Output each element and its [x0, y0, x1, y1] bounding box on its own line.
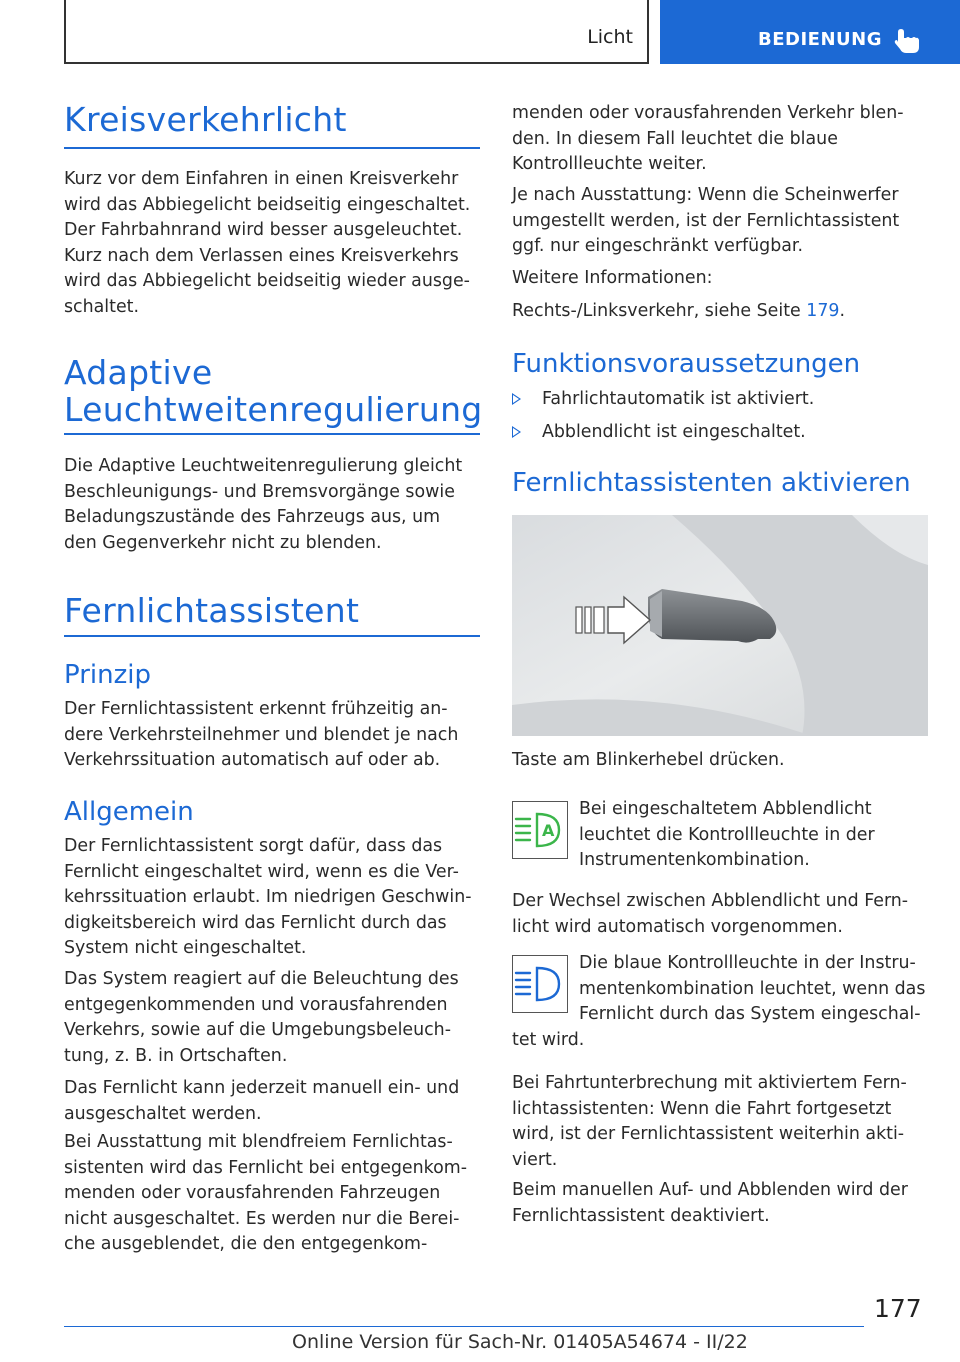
text-line: lichtassistenten: Wenn die Fahrt fortgesetzt: [512, 1098, 892, 1119]
text-line: mentenkombination leuchtet, wenn das: [579, 978, 926, 999]
paragraph-prinzip: [64, 697, 458, 774]
header-section-box: [64, 0, 649, 64]
text-line: Der Fernlichtassistent sorgt dafür, dass das: [64, 836, 443, 856]
heading-fernlichtassistent: Fernlichtassistent: [64, 591, 360, 630]
footer-rule: [64, 1326, 864, 1327]
text-line: entgegenkommenden und vorausfahrenden: [64, 994, 448, 1015]
text-line: menden oder vorausfahrenden Fahrzeugen: [64, 1183, 441, 1204]
text-line: digkeitsbereich wird das Fernlicht durch das: [64, 912, 447, 933]
text-line: wird, ist der Fernlichtassistent weiterhin akti-: [512, 1124, 905, 1145]
text-line: Das System reagiert auf die Beleuchtung des: [64, 969, 459, 989]
heading-rule: [64, 635, 480, 637]
text-line: wird das Abbiegelicht beidseitig eingeschaltet.: [64, 194, 471, 215]
text-line: Kurz vor dem Einfahren in einen Kreisverkehr: [64, 169, 459, 189]
turn-signal-lever-photo: [512, 515, 928, 736]
list-item-text: Fahrlichtautomatik ist aktiviert.: [542, 389, 815, 409]
paragraph-ausstattung: [512, 183, 899, 260]
text-line: wird das Abbiegelicht beidseitig wieder ausge-: [64, 271, 470, 292]
text-line: Beim manuellen Auf- und Abblenden wird der: [512, 1180, 908, 1200]
text-line: Fernlichtassistent deaktiviert.: [512, 1205, 770, 1226]
text-line: Kontrollleuchte weiter.: [512, 154, 707, 175]
page-link-179[interactable]: 179: [806, 301, 840, 321]
paragraph-manuell: [512, 1178, 908, 1229]
heading-line: Adaptive: [64, 353, 213, 392]
high-beam-assistant-green-icon: [512, 801, 568, 859]
text-line: nicht ausgeschaltet. Es werden nur die Berei-: [64, 1208, 460, 1229]
text-line: Die Adaptive Leuchtweitenregulierung gleicht: [64, 456, 463, 476]
text-span: .: [839, 301, 845, 321]
text-line: Fernlicht durch das System eingeschal-: [579, 1004, 921, 1025]
text-line: ausgeschaltet werden.: [64, 1103, 262, 1124]
header-section-title: Licht: [587, 26, 633, 48]
footer-online-version: Online Version für Sach-Nr. 01405A54674 - II/22: [292, 1331, 748, 1353]
photo-caption: Taste am Blinkerhebel drücken.: [512, 750, 785, 770]
text-line: Der Fernlichtassistent erkennt frühzeitig an-: [64, 699, 448, 719]
text-line: Der Fahrbahnrand wird besser ausgeleuchtet.: [64, 220, 463, 241]
text-line: Beladungszustände des Fahrzeugs aus, um: [64, 507, 441, 528]
text-line: Beschleunigungs- und Bremsvorgänge sowie: [64, 481, 455, 502]
heading-rule: [64, 433, 480, 435]
text-line: den Gegenverkehr nicht zu blenden.: [64, 532, 382, 553]
heading-prinzip: Prinzip: [64, 660, 151, 690]
text-line: Bei Fahrtunterbrechung mit aktiviertem Fern-: [512, 1073, 907, 1093]
paragraph-rechts-links: [512, 299, 845, 325]
paragraph-fahrtunterbrechung: [512, 1071, 907, 1173]
text-line: den. In diesem Fall leuchtet die blaue: [512, 128, 838, 149]
text-line: umgestellt werden, ist der Fernlichtassistent: [512, 210, 900, 231]
paragraph-allgemein-1: [64, 834, 472, 962]
page-number: 177: [874, 1294, 922, 1323]
text-line: kehrssituation erlaubt. Im niedrigen Geschwin-: [64, 887, 472, 908]
heading-rule: [64, 147, 480, 149]
paragraph-allgemein-3: [64, 1076, 459, 1127]
svg-text:A: A: [542, 821, 555, 840]
text-line: System nicht eingeschaltet.: [64, 938, 307, 959]
paragraph-allgemein-4: [64, 1130, 467, 1258]
text-line: Instrumentenkombination.: [579, 850, 810, 871]
bullet-triangle-icon: [512, 393, 521, 405]
paragraph-adaptive: [64, 454, 462, 556]
text-line: Bei eingeschaltetem Abblendlicht: [579, 799, 872, 819]
list-item-text: Abblendlicht ist eingeschaltet.: [542, 422, 806, 442]
text-line: Das Fernlicht kann jederzeit manuell ein- und: [64, 1078, 460, 1098]
heading-line: Leuchtweitenregulierung: [64, 390, 483, 429]
paragraph-wechsel: [512, 889, 908, 940]
paragraph-kreisverkehrlicht: [64, 167, 470, 321]
text-line: Fernlicht eingeschaltet wird, wenn es die Ver-: [64, 861, 459, 882]
text-line: Der Wechsel zwischen Abblendlicht und Fern-: [512, 891, 909, 911]
text-line: sistenten wird das Fernlicht bei entgegenkom-: [64, 1157, 467, 1178]
text-line: schaltet.: [64, 296, 139, 317]
text-line: leuchtet die Kontrollleuchte in der: [579, 824, 875, 845]
high-beam-blue-icon: [512, 955, 568, 1013]
heading-allgemein: Allgemein: [64, 797, 194, 827]
text-line: ggf. nur eingeschränkt verfügbar.: [512, 236, 803, 257]
text-line: licht wird automatisch vorgenommen.: [512, 916, 843, 937]
indicator-1-description: [579, 797, 875, 874]
text-line: che ausgeblendet, die den entgegenkom-: [64, 1234, 428, 1255]
text-line: viert.: [512, 1149, 558, 1170]
text-span: Rechts-/Linksverkehr, siehe Seite: [512, 301, 807, 321]
text-line: Kurz nach dem Verlassen eines Kreisverkehrs: [64, 245, 459, 266]
heading-adaptive: [64, 354, 483, 428]
text-line: tung, z. B. in Ortschaften.: [64, 1045, 288, 1066]
hand-pointer-icon: [892, 24, 922, 56]
text-line: dere Verkehrsteilnehmer und blendet je nach: [64, 724, 459, 745]
indicator-2-description: [579, 951, 925, 1028]
bullet-triangle-icon: [512, 426, 521, 438]
text-line: Die blaue Kontrollleuchte in der Instru-: [579, 953, 916, 973]
heading-funktionsvoraussetzungen: Funktionsvoraussetzungen: [512, 349, 861, 379]
text-line: Bei Ausstattung mit blendfreiem Fernlichtas-: [64, 1132, 453, 1152]
text-line: Verkehrssituation automatisch auf oder ab.: [64, 750, 441, 771]
text-line: Verkehrs, sowie auf die Umgebungsbeleuch-: [64, 1020, 451, 1041]
paragraph-weitere: Weitere Informationen:: [512, 268, 713, 288]
text-line: Je nach Ausstattung: Wenn die Scheinwerfer: [512, 185, 899, 205]
header-chapter-title: BEDIENUNG: [758, 29, 882, 50]
paragraph-continued: [512, 101, 904, 178]
heading-kreisverkehrlicht: Kreisverkehrlicht: [64, 100, 347, 139]
text-line: menden oder vorausfahrenden Verkehr blen-: [512, 103, 904, 123]
indicator-2-tail: tet wird.: [512, 1030, 585, 1050]
heading-aktivieren: Fernlichtassistenten aktivieren: [512, 468, 911, 498]
paragraph-allgemein-2: [64, 967, 459, 1069]
